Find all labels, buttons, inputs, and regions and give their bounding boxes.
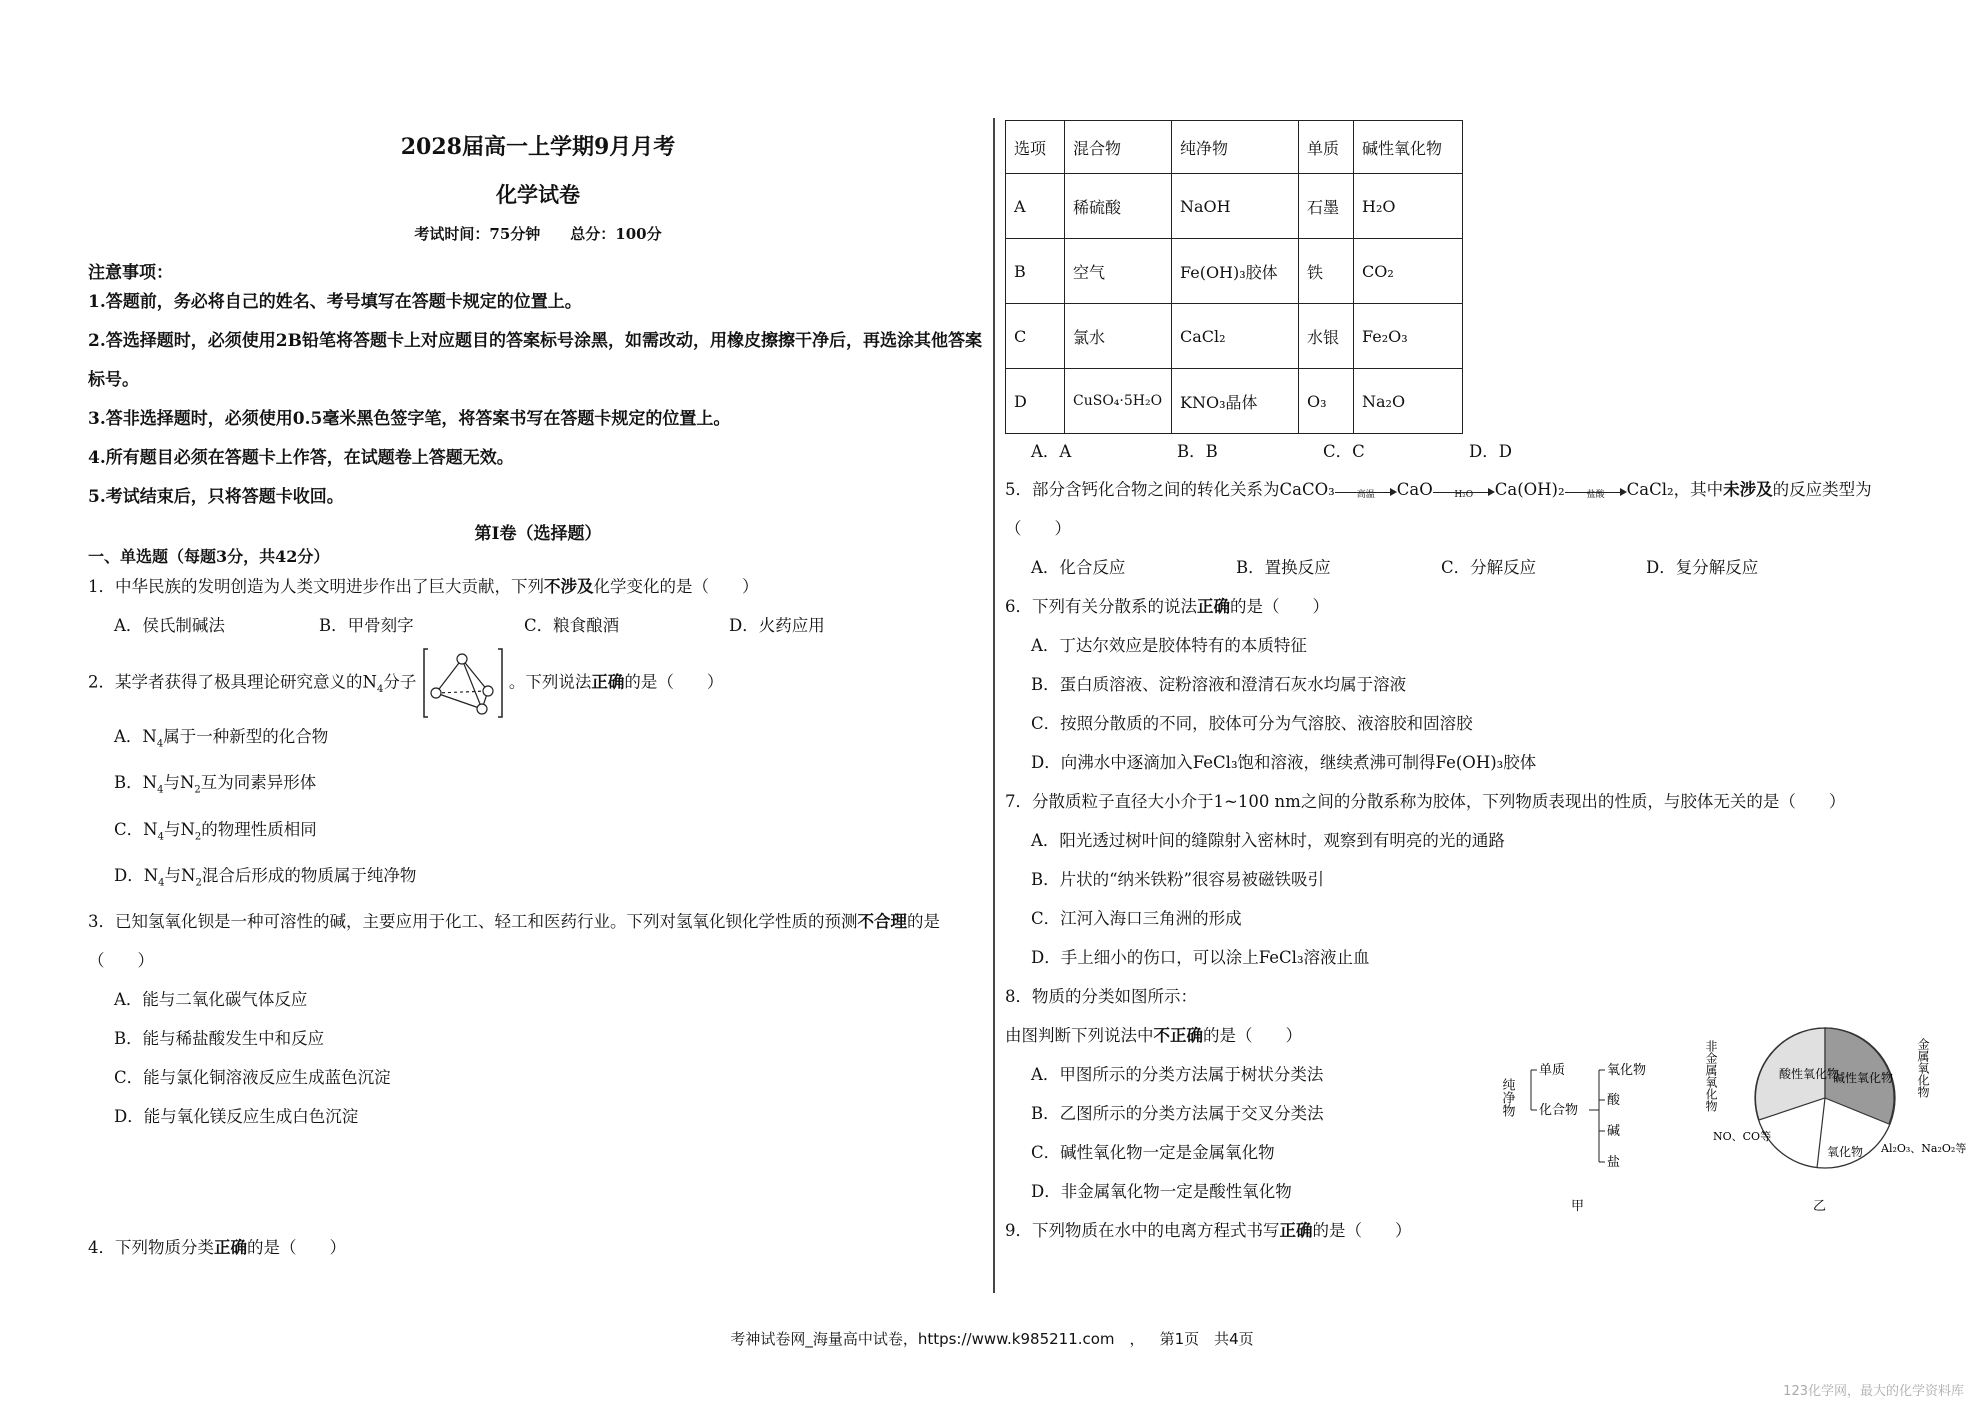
question-2: 2．某学者获得了极具理论研究意义的$N_4$分子 。下列说法正确的是（ ） — [88, 645, 988, 717]
n4-molecule-figure — [422, 645, 504, 721]
table-cell: D — [1006, 369, 1065, 434]
nonmetal-oxide-label: 非金属氧化物 — [1704, 1040, 1718, 1112]
option: C．分解反应 — [1441, 558, 1537, 577]
option: B．B — [1177, 442, 1218, 461]
question-1: 1．中华民族的发明创造为人类文明进步作出了巨大贡献，下列不涉及化学变化的是（ ） — [88, 577, 759, 596]
left-column — [88, 130, 988, 1267]
table-header-cell: 选项 — [1006, 121, 1065, 174]
option: D．复分解反应 — [1646, 558, 1759, 577]
table-cell: 氯水 — [1065, 304, 1172, 369]
option: D．能与氧化镁反应生成白色沉淀 — [114, 1107, 359, 1127]
option: B．片状的“纳米铁粉”很容易被磁铁吸引 — [1031, 870, 1324, 889]
table-cell: 水银 — [1299, 304, 1354, 369]
page-footer: 考神试卷网_海量高中试卷，https://www.k985211.com ， 第1页 共4页 — [730, 1330, 1254, 1348]
question-8-stem: 由图判断下列说法中不正确的是（ ） — [1005, 1026, 1302, 1045]
option: A．化合反应 — [1031, 558, 1126, 577]
table-header-cell: 混合物 — [1065, 121, 1172, 174]
table-header-cell: 纯净物 — [1172, 121, 1299, 174]
notice-heading: 注意事项： — [88, 263, 173, 283]
option: D．火药应用 — [729, 616, 825, 635]
table-cell: A — [1006, 174, 1065, 239]
option: B．乙图所示的分类方法属于交叉分类法 — [1031, 1104, 1324, 1123]
option: D．向沸水中逐滴加入FeCl₃饱和溶液，继续煮沸可制得Fe(OH)₃胶体 — [1031, 753, 1537, 772]
table-cell: Fe(OH)₃胶体 — [1172, 239, 1299, 304]
footer-site: 考神试卷网_海量高中试卷，https://www.k985211.com — [730, 1330, 1115, 1348]
al2o3-label: Al₂O₃、Na₂O₂等 — [1881, 1142, 1967, 1155]
question-8: 8．物质的分类如图所示： — [1005, 987, 1197, 1006]
question-5-blank: （ ） — [1005, 519, 1071, 538]
table-cell: CaCl₂ — [1172, 304, 1299, 369]
exam-subtitle: 化学试卷 — [496, 182, 580, 207]
option: C．按照分散质的不同，胶体可分为气溶胶、液溶胶和固溶胶 — [1031, 714, 1473, 733]
option: A．丁达尔效应是胶体特有的本质特征 — [1031, 636, 1307, 655]
table-row — [1006, 239, 1463, 304]
question-5: 5．部分含钙化合物之间的转化关系为CaCO₃ 高温 CaO H₂O Ca(OH)₂ 盐酸 CaCl₂，其中未涉及的反应类型为 — [1005, 480, 1872, 500]
option: B．$N_4$与$N_2$互为同素异形体 — [114, 773, 317, 796]
exam-time: 考试时间：75分钟 — [414, 225, 541, 243]
figure-label-jia: 甲 — [1571, 1199, 1585, 1214]
question-5-options — [1005, 548, 1945, 587]
option: B．蛋白质溶液、淀粉溶液和澄清石灰水均属于溶液 — [1031, 675, 1407, 694]
table-cell: CuSO₄·5H₂O — [1065, 369, 1172, 434]
table-header-cell: 单质 — [1299, 121, 1354, 174]
tree-leaf: 碱 — [1607, 1124, 1621, 1139]
question-3: 3．已知氢氧化钡是一种可溶性的碱，主要应用于化工、轻工和医药行业。下列对氢氧化钡化学性质的预测不合理的是（ ） — [88, 912, 940, 971]
notice-item: 4.所有题目必须在答题卡上作答，在试题卷上答题无效。 — [88, 448, 514, 468]
question-6: 6．下列有关分散系的说法正确的是（ ） — [1005, 597, 1329, 616]
tree-leaf: 盐 — [1607, 1155, 1621, 1170]
notice-item: 3.答非选择题时，必须使用0.5毫米黑色签字笔，将答案书写在答题卡规定的位置上。 — [88, 409, 731, 429]
exam-meta — [88, 223, 988, 244]
basic-oxide-label: 碱性氧化物 — [1833, 1071, 1894, 1085]
option: C．粮食酿酒 — [524, 616, 620, 635]
notice-item: 5.考试结束后，只将答题卡收回。 — [88, 487, 344, 507]
tree-branch-element: 单质 — [1539, 1063, 1566, 1078]
table-row — [1006, 174, 1463, 239]
watermark: 123化学网，最大的化学资料库 — [1783, 1384, 1964, 1399]
figure-label-yi: 乙 — [1813, 1199, 1827, 1214]
option: C．C — [1323, 442, 1365, 461]
notice-item: 1.答题前，务必将自己的姓名、考号填写在答题卡规定的位置上。 — [88, 292, 582, 312]
table-cell: 铁 — [1299, 239, 1354, 304]
option: C．江河入海口三角洲的形成 — [1031, 909, 1242, 928]
reaction-arrow: 高温 — [1335, 484, 1397, 498]
table-cell: 空气 — [1065, 239, 1172, 304]
table-cell: Na₂O — [1354, 369, 1463, 434]
option: D．$N_4$与$N_2$混合后形成的物质属于纯净物 — [114, 865, 417, 889]
option: C．碱性氧化物一定是金属氧化物 — [1031, 1143, 1275, 1162]
question-4: 4．下列物质分类正确的是（ ） — [88, 1238, 346, 1258]
footer-page: 第1页 共4页 — [1159, 1330, 1254, 1348]
option: A．侯氏制碱法 — [114, 616, 225, 635]
table-header-cell: 碱性氧化物 — [1354, 121, 1463, 174]
option: B．置换反应 — [1236, 558, 1331, 577]
acidic-oxide-label: 酸性氧化物 — [1779, 1067, 1840, 1081]
right-column — [1005, 120, 1967, 1250]
column-divider — [993, 118, 995, 1293]
option: D．手上细小的伤口，可以涂上FeCl₃溶液止血 — [1031, 948, 1370, 967]
option: A．阳光透过树叶间的缝隙射入密林时，观察到有明亮的光的通路 — [1031, 831, 1505, 850]
pie-diagram — [1704, 1020, 1967, 1220]
tree-branch-compound: 化合物 — [1539, 1103, 1579, 1118]
table-cell: Fe₂O₃ — [1354, 304, 1463, 369]
question-7: 7．分散质粒子直径大小介于1~100 nm之间的分散系称为胶体，下列物质表现出的性质，与胶体无关的是（ ） — [1005, 792, 1846, 811]
no-co-label: NO、CO等 — [1713, 1130, 1772, 1143]
table-row — [1006, 304, 1463, 369]
tree-root: 纯净物 — [1499, 1078, 1515, 1117]
question-4-options — [1005, 434, 1945, 470]
option: D．非金属氧化物一定是酸性氧化物 — [1031, 1182, 1292, 1201]
option: A．$N_4$属于一种新型的化合物 — [114, 727, 329, 750]
option: A．A — [1031, 442, 1072, 461]
option: B．甲骨刻字 — [319, 616, 414, 635]
table-header-row — [1006, 121, 1463, 174]
table-cell: O₃ — [1299, 369, 1354, 434]
section-title: 第I卷（选择题） — [474, 524, 602, 544]
table-cell: C — [1006, 304, 1065, 369]
option: A．能与二氧化碳气体反应 — [114, 990, 308, 1010]
table-cell: CO₂ — [1354, 239, 1463, 304]
option: B．能与稀盐酸发生中和反应 — [114, 1029, 325, 1049]
table-cell: KNO₃晶体 — [1172, 369, 1299, 434]
exam-title: 2028届高一上学期9月月考 — [400, 134, 676, 160]
option: D．D — [1469, 442, 1512, 461]
table-cell: H₂O — [1354, 174, 1463, 239]
notice-item: 2.答选择题时，必须使用2B铅笔将答题卡上对应题目的答案标号涂黑，如需改动，用橡皮擦擦干净后，再选涂其他答案标号。 — [88, 331, 982, 390]
oxide-label: 氧化物 — [1827, 1145, 1864, 1159]
tree-leaf: 酸 — [1607, 1093, 1621, 1108]
question-9: 9．下列物质在水中的电离方程式书写正确的是（ ） — [1005, 1221, 1412, 1240]
metal-oxide-label: 金属氧化物 — [1916, 1038, 1930, 1098]
classification-table — [1005, 120, 1463, 434]
option: C．$N_4$与$N_2$的物理性质相同 — [114, 819, 317, 842]
question-1-options — [88, 606, 988, 645]
table-row — [1006, 369, 1463, 434]
table-cell: 稀硫酸 — [1065, 174, 1172, 239]
reaction-arrow: H₂O — [1433, 484, 1495, 498]
table-cell: NaOH — [1172, 174, 1299, 239]
table-cell: 石墨 — [1299, 174, 1354, 239]
reaction-arrow: 盐酸 — [1565, 484, 1627, 498]
part-title: 一、单选题（每题3分，共42分） — [88, 547, 330, 566]
option: C．能与氯化铜溶液反应生成蓝色沉淀 — [114, 1068, 391, 1088]
option: A．甲图所示的分类方法属于树状分类法 — [1031, 1065, 1324, 1084]
exam-score: 总分：100分 — [570, 225, 662, 243]
tree-leaf: 氧化物 — [1607, 1063, 1647, 1078]
tree-diagram — [1499, 1050, 1673, 1220]
table-cell: B — [1006, 239, 1065, 304]
